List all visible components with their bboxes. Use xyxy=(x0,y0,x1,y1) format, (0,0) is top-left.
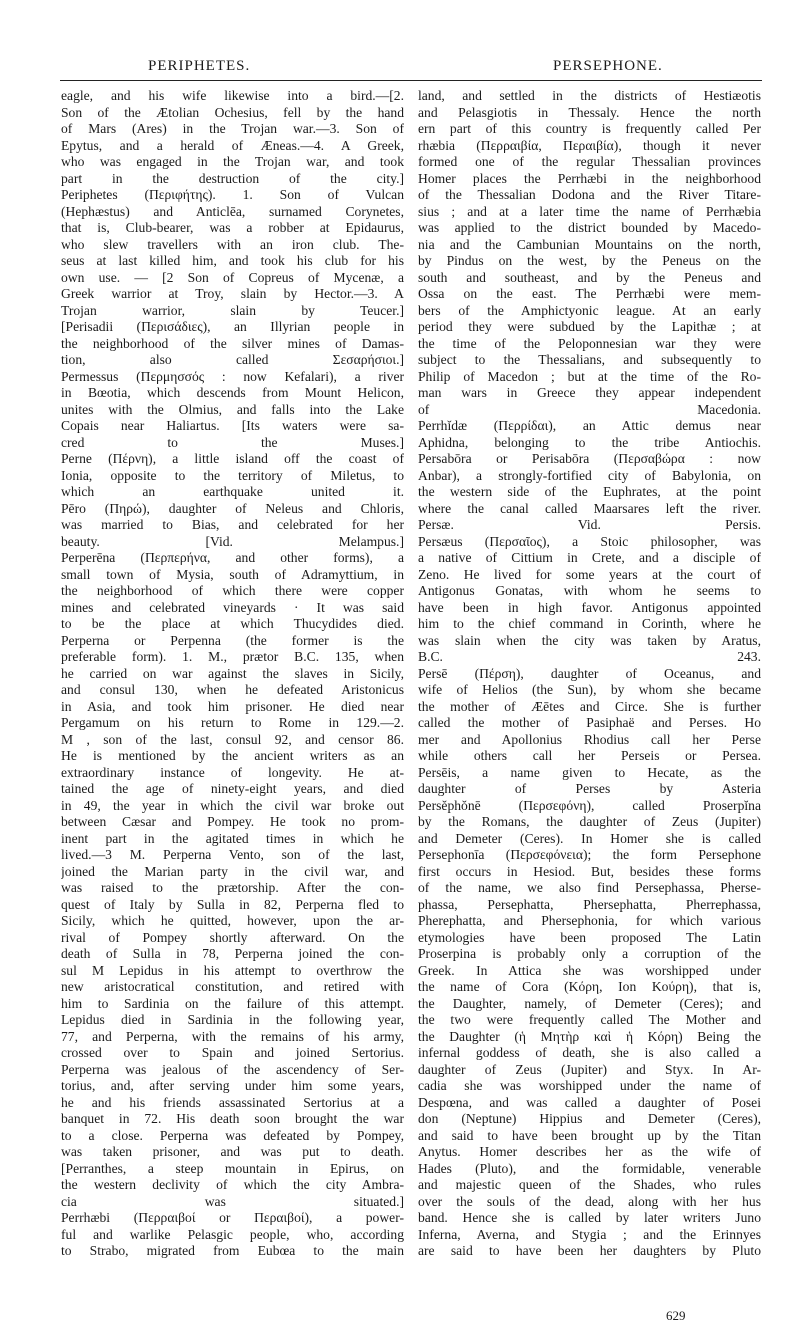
text-line: first occurs in Hesiod. But, besides these forms xyxy=(418,863,761,879)
text-line: in Asia, and took him prisoner. He died near xyxy=(61,698,404,714)
text-line: Permessus (Περμησσός : now Kefalari), a river xyxy=(61,368,404,384)
text-line: joined the Marian party in the civil war, and xyxy=(61,863,404,879)
text-line: was taken prisoner, and was put to death. xyxy=(61,1144,404,1159)
text-line: B.C. 243. xyxy=(418,649,761,664)
text-line: the mother of Æētes and Circe. She is further xyxy=(418,698,761,714)
text-line: while others call her Perseis or Persea. xyxy=(418,748,761,763)
text-line: was married to Bias, and celebrated for her xyxy=(61,517,404,532)
text-line: the two were frequently called The Mother and xyxy=(418,1012,761,1027)
text-line: part in the destruction of the city.] xyxy=(61,170,404,186)
text-line: tion, also called Σεσαρήσιοι.] xyxy=(61,352,404,367)
text-line: called the mother of Pasiphaë and Perses. Ho xyxy=(418,715,761,730)
text-line: sius ; and at a later time the name of Perrhæbia xyxy=(418,203,761,219)
text-line: Philip of Macedon ; but at the time of the Ro- xyxy=(418,368,761,384)
text-line: Sicily, which he quitted, however, upon the ar- xyxy=(61,913,404,928)
text-line: daughter of Zeus (Jupiter) and Styx. In Ar- xyxy=(418,1061,761,1077)
text-line: Inferna, Averna, and Stygia ; and the Erinnyes xyxy=(418,1226,761,1242)
text-line: over the souls of the dead, along with her hus xyxy=(418,1193,761,1209)
text-line: he and his friends assassinated Sertorius at a xyxy=(61,1094,404,1110)
text-line: of Mars (Ares) in the Trojan war.—3. Son of xyxy=(61,121,404,136)
text-line: Pergamum on his return to Rome in 129.—2. xyxy=(61,715,404,730)
text-line: Perne (Πέρνη), a little island off the coast of xyxy=(61,451,404,466)
text-line: formed one of the regular Thessalian provinces xyxy=(418,154,761,169)
text-line: south and southeast, and by the Peneus and xyxy=(418,269,761,285)
text-line: that is, Club-bearer, was a robber at Epidaurus, xyxy=(61,220,404,235)
text-line: Greek. In Attica she was worshipped under xyxy=(418,962,761,978)
text-line: cia was situated.] xyxy=(61,1193,404,1209)
text-line: tained the age of ninety-eight years, and died xyxy=(61,781,404,796)
text-line: Aphidna, belonging to the tribe Antiochis. xyxy=(418,434,761,450)
text-line: extraordinary instance of longevity. He at- xyxy=(61,764,404,780)
text-line: was slain when the city was taken by Aratus, xyxy=(418,632,761,648)
text-line: Perperēna (Περπερήνα, and other forms), a xyxy=(61,550,404,565)
text-line: daughter of Perses by Asteria xyxy=(418,781,761,796)
text-line: the name of Cora (Κόρη, Ion Κούρη), that is, xyxy=(418,979,761,994)
text-line: Hades (Pluto), and the formidable, venerable xyxy=(418,1160,761,1176)
text-line: of the name, we also find Persephassa, Pherse- xyxy=(418,880,761,895)
text-line: Persēis, a name given to Hecate, as the xyxy=(418,764,761,780)
text-line: which an earthquake united it. xyxy=(61,484,404,499)
text-line: Periphetes (Περιφήτης). 1. Son of Vulcan xyxy=(61,187,404,202)
text-line: ful and warlike Pelasgic people, who, according xyxy=(61,1226,404,1242)
text-line: torius, and, after serving under him some years, xyxy=(61,1078,404,1093)
text-line: of Macedonia. xyxy=(418,401,761,417)
text-line: Anytus. Homer describes her as the wife of xyxy=(418,1144,761,1159)
running-header-right: PERSEPHONE. xyxy=(553,58,663,74)
right-column xyxy=(418,88,761,1260)
text-line: Persabōra or Perisabōra (Περσαβώρα : now xyxy=(418,451,761,466)
text-line: infernal goddess of death, she is also called a xyxy=(418,1045,761,1060)
text-line: where the canal called Maarsares left the river. xyxy=(418,500,761,516)
text-line: banquet in 72. His death soon brought the war xyxy=(61,1111,404,1126)
text-line: to be the place at which Thucydides died. xyxy=(61,616,404,631)
text-line: in Bœotia, which descends from Mount Helicon, xyxy=(61,385,404,400)
text-line: land, and settled in the districts of Hestiæotis xyxy=(418,88,761,103)
text-line: (Hephæstus) and Anticlēa, surnamed Corynetes, xyxy=(61,203,404,219)
text-line: Anbar), a strongly-fortified city of Babylonia, on xyxy=(418,467,761,483)
text-line: Homer places the Perrhæbi in the neighborhood xyxy=(418,170,761,186)
text-line: of the Thessalian Dodona and the River Titare- xyxy=(418,187,761,202)
text-line: Persæus (Περσαῖος), a Stoic philosopher, was xyxy=(418,533,761,549)
text-line: the western declivity of which the city Ambra- xyxy=(61,1177,404,1192)
text-line: preferable form). 1. M., prætor B.C. 135, when xyxy=(61,649,404,664)
text-line: bers of the Amphictyonic league. At an early xyxy=(418,302,761,318)
text-line: the Daughter, namely, of Demeter (Ceres); and xyxy=(418,995,761,1011)
text-line: to a close. Perperna was defeated by Pompey, xyxy=(61,1127,404,1143)
text-line: sul M Lepidus in his attempt to overthrow the xyxy=(61,962,404,978)
text-line: lived.—3 M. Perperna Vento, son of the last, xyxy=(61,847,404,862)
text-line: subject to the Thessalians, and subsequently to xyxy=(418,352,761,367)
text-line: the Daughter (ἡ Μητὴρ καὶ ἡ Κόρη) Being the xyxy=(418,1028,761,1044)
text-line: Persē (Πέρση), daughter of Oceanus, and xyxy=(418,665,761,681)
text-line: Greek warrior at Troy, slain by Hector.—3. A xyxy=(61,286,404,301)
text-line: cred to the Muses.] xyxy=(61,434,404,450)
text-line: mines and celebrated vineyards · It was said xyxy=(61,599,404,615)
text-line: the neighborhood of the silver mines of Damas- xyxy=(61,335,404,351)
text-line: man wars in Greece they appear independent xyxy=(418,385,761,400)
text-line: crossed over to Spain and joined Sertorius. xyxy=(61,1045,404,1060)
text-line: ern part of this country is frequently called Per xyxy=(418,121,761,136)
text-line: don (Neptune) Hippius and Demeter (Ceres), xyxy=(418,1111,761,1126)
text-line: was raised to the prætorship. After the con- xyxy=(61,880,404,895)
text-line: him to the chief command in Corinth, where he xyxy=(418,616,761,631)
running-header-left: PERIPHETES. xyxy=(148,58,251,74)
text-line: seus at last killed him, and took his club for his xyxy=(61,253,404,268)
text-line: Perperna was jealous of the ascendency of Ser- xyxy=(61,1061,404,1077)
text-line: He is mentioned by the ancient writers as an xyxy=(61,748,404,763)
text-line: etymologies have been proposed The Latin xyxy=(418,929,761,945)
text-line: mer and Apollonius Rhodius call her Perse xyxy=(418,731,761,747)
text-line: own use. — [2 Son of Copreus of Mycenæ, a xyxy=(61,269,404,285)
text-line: Persæ. Vid. Persis. xyxy=(418,517,761,532)
text-line: Son of the Ætolian Ochesius, fell by the hand xyxy=(61,104,404,120)
text-line: and Demeter (Ceres). In Homer she is called xyxy=(418,830,761,846)
left-column xyxy=(61,88,404,1260)
text-line: beauty. [Vid. Melampus.] xyxy=(61,533,404,549)
text-line: 77, and Perperna, with the remains of his army, xyxy=(61,1028,404,1044)
text-line: and majestic queen of the Shades, who rules xyxy=(418,1177,761,1192)
text-line: who was engaged in the Trojan war, and took xyxy=(61,154,404,169)
text-line: rhæbia (Περραιβία, Περαιβία), though it never xyxy=(418,137,761,153)
text-line: Pherephatta, and Phersephonia, for which various xyxy=(418,913,761,928)
text-line: Lepidus died in Sardinia in the following year, xyxy=(61,1012,404,1027)
text-line: cadia she was worshipped under the name of xyxy=(418,1078,761,1093)
text-line: by the Romans, the daughter of Zeus (Jupiter) xyxy=(418,814,761,829)
text-line: Despœna, and was called a daughter of Posei xyxy=(418,1094,761,1110)
text-line: Perperna or Perpenna (the former is the xyxy=(61,632,404,648)
text-line: period they were subdued by the Lapithæ ; at xyxy=(418,319,761,334)
text-line: in 49, the year in which the civil war broke out xyxy=(61,797,404,813)
text-line: Epytus, and a herald of Æneas.—4. A Greek, xyxy=(61,137,404,153)
text-line: Antigonus Gonatas, with whom he seems to xyxy=(418,583,761,598)
text-line: Trojan warrior, slain by Teucer.] xyxy=(61,302,404,318)
text-line: death of Sulla in 78, Perperna joined the con- xyxy=(61,946,404,961)
text-line: new aristocratical constitution, and retired with xyxy=(61,979,404,994)
text-line: [Perisadii (Περισάδιες), an Illyrian people in xyxy=(61,319,404,334)
header-rule xyxy=(60,80,762,81)
text-line: Proserpina is probably only a corruption of the xyxy=(418,946,761,961)
text-line: a native of Cittium in Crete, and a disciple of xyxy=(418,550,761,565)
text-line: rival of Pompey shortly afterward. On the xyxy=(61,929,404,945)
text-line: eagle, and his wife likewise into a bird.—[2. xyxy=(61,88,404,103)
text-line: who slew travellers with an iron club. The- xyxy=(61,236,404,252)
text-line: and Pelasgiotis in Thessaly. Hence the north xyxy=(418,104,761,120)
text-line: quest of Italy by Sulla in 82, Perperna fled to xyxy=(61,896,404,912)
text-line: Persephonīa (Περσεφόνεια); the form Persephone xyxy=(418,847,761,862)
text-line: wife of Helios (the Sun), by whom she became xyxy=(418,682,761,697)
text-line: unites with the Olmius, and falls into the Lake xyxy=(61,401,404,417)
text-line: Ossa on the east. The Perrhæbi were mem- xyxy=(418,286,761,301)
text-line: Perrhĭdæ (Περρίδαι), an Attic demus near xyxy=(418,418,761,433)
text-line: and said to have been brought up by the Titan xyxy=(418,1127,761,1143)
text-line: Perrhæbi (Περραιβοί or Περαιβοί), a power- xyxy=(61,1210,404,1225)
text-line: between Cæsar and Pompey. He took no prom- xyxy=(61,814,404,829)
text-line: inent part in the agitated times in which he xyxy=(61,830,404,846)
text-line: the neighborhood of which there were copper xyxy=(61,583,404,598)
text-line: Persĕphŏnē (Περσεφόνη), called Proserpĭna xyxy=(418,797,761,813)
text-line: the time of the Peloponnesian war they were xyxy=(418,335,761,351)
text-line: to Strabo, migrated from Eubœa to the main xyxy=(61,1243,404,1258)
text-line: small town of Mysia, south of Adramyttium, in xyxy=(61,566,404,582)
text-line: are said to have been her daughters by Pluto xyxy=(418,1243,761,1258)
page-number: 629 xyxy=(666,1308,686,1323)
text-line: M , son of the last, consul 92, and censor 86. xyxy=(61,731,404,747)
text-line: Ionia, opposite to the territory of Miletus, to xyxy=(61,467,404,483)
text-line: by Pindus on the west, by the Peneus on the xyxy=(418,253,761,268)
text-line: nia and the Cambunian Mountains on the north, xyxy=(418,236,761,252)
text-line: he carried on war against the slaves in Sicily, xyxy=(61,665,404,681)
text-line: Pēro (Πηρώ), daughter of Neleus and Chloris, xyxy=(61,500,404,516)
text-line: him to Sardinia on the failure of this attempt. xyxy=(61,995,404,1011)
text-line: the western side of the Euphrates, at the point xyxy=(418,484,761,499)
text-line: have been in high favor. Antigonus appointed xyxy=(418,599,761,615)
text-line: phassa, Persephatta, Phersephatta, Pherrephassa, xyxy=(418,896,761,912)
text-line: band. Hence she is called by later writers Juno xyxy=(418,1210,761,1225)
text-line: [Perranthes, a steep mountain in Epirus, on xyxy=(61,1160,404,1176)
text-line: and consul 130, when he defeated Aristonicus xyxy=(61,682,404,697)
text-line: Copais near Haliartus. [Its waters were sa- xyxy=(61,418,404,433)
text-line: Zeno. He lived for some years at the court of xyxy=(418,566,761,582)
text-line: was applied to the district bounded by Macedo- xyxy=(418,220,761,235)
